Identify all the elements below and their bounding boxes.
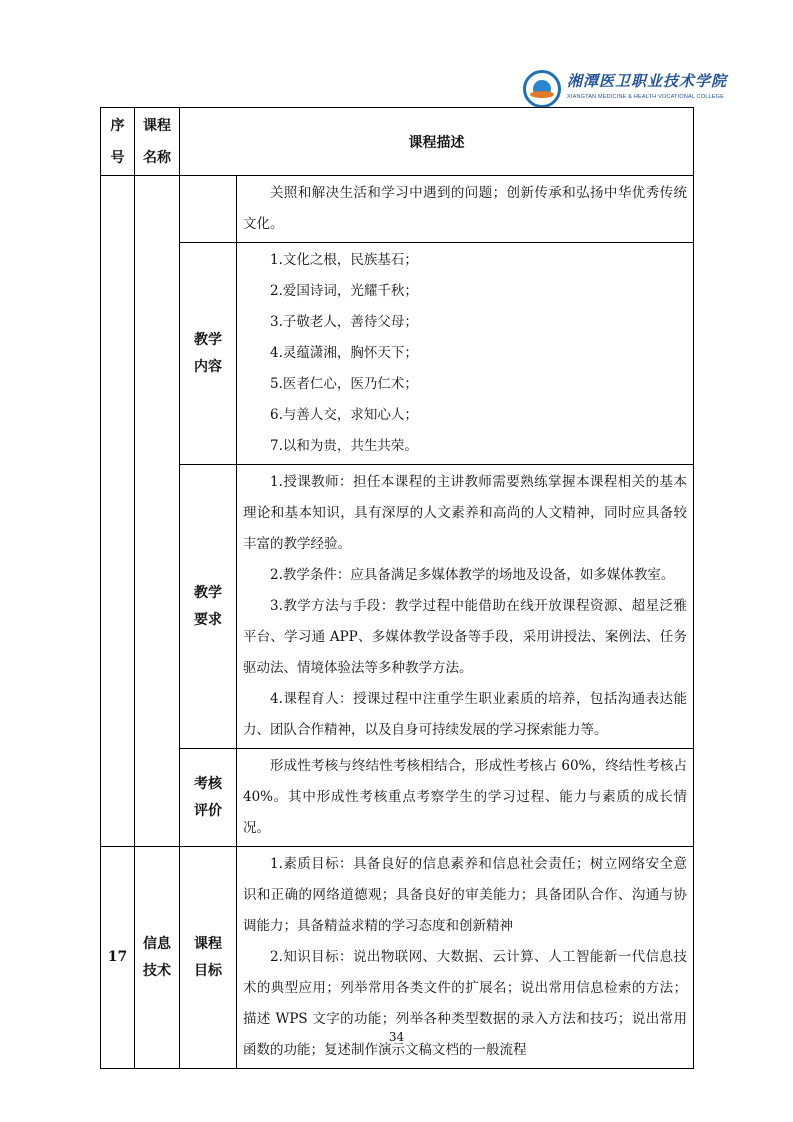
list-item: 7.以和为贵，共生共荣。 <box>270 438 418 454</box>
list-item: 2.知识目标：说出物联网、大数据、云计算、人工智能新一代信息技术的典型应用；列举常用各类文件的扩展名；说出常用信息检索的方法；描述 WPS 文字的功能；列举各种类型数据的录入方法和技巧；说出常用函数的功能；复述制作演示文稿文档的一般流程 <box>243 949 687 1058</box>
logo-english-name: XIANGTAN MEDICINE & HEALTH VOCATIONAL COLLEGE <box>567 94 725 100</box>
list-item: 2.爱国诗词，光耀千秋； <box>270 283 418 299</box>
list-item: 1.素质目标：具备良好的信息素养和信息社会责任；树立网络安全意识和正确的网络道德观；具备良好的审美能力；具备团队合作、沟通与协调能力；具备精益求精的学习态度和创新精神 <box>243 856 687 934</box>
desc-paragraph: 形成性考核与终结性考核相结合，形成性考核占 60%，终结性考核占 40%。其中形成性考核重点考察学生的学习过程、能力与素质的成长情况。 <box>243 758 687 836</box>
list-item: 5.医者仁心，医乃仁术； <box>270 376 418 392</box>
assessment-desc <box>237 749 694 847</box>
label-teaching-content: 教学内容 <box>180 243 237 465</box>
header-course-name: 课程名称 <box>135 108 180 176</box>
row-seq-number: 17 <box>101 847 135 1069</box>
logo-chinese-name: 湘潭医卫职业技术学院 <box>567 72 728 90</box>
list-item: 4.课程育人：授课过程中注重学生职业素质的培养，包括沟通表达能力、团队合作精神，以及自身可持续发展的学习探索能力等。 <box>243 691 687 738</box>
table-row <box>101 749 694 847</box>
teaching-content-list <box>237 243 694 465</box>
list-item: 3.教学方法与手段：教学过程中能借助在线开放课程资源、超星泛雅平台、学习通 APP、多媒体教学设备等手段，采用讲授法、案例法、任务驱动法、情境体验法等多种教学方法。 <box>243 598 687 676</box>
label-teaching-requirements: 教学要求 <box>180 465 237 749</box>
table-row <box>101 465 694 749</box>
list-item: 4.灵蕴潇湘，胸怀天下； <box>270 345 418 361</box>
college-emblem-icon <box>523 70 561 108</box>
list-item: 6.与善人交，求知心人； <box>270 407 418 423</box>
teaching-requirements-list <box>237 465 694 749</box>
desc-paragraph: 关照和解决生活和学习中遇到的问题；创新传承和弘扬中华优秀传统文化。 <box>243 185 687 232</box>
label-course-goals: 课程目标 <box>180 847 237 1069</box>
name-cell-empty <box>135 176 180 847</box>
table-row <box>101 176 694 243</box>
seq-cell-empty <box>101 176 135 847</box>
label-cell-empty <box>180 176 237 243</box>
page-number: 34 <box>388 1030 405 1044</box>
list-item: 3.子敬老人，善待父母； <box>270 314 418 330</box>
continuation-desc <box>237 176 694 243</box>
label-assessment: 考核评价 <box>180 749 237 847</box>
header-seq: 序号 <box>101 108 135 176</box>
list-item: 1.授课教师：担任本课程的主讲教师需要熟练掌握本课程相关的基本理论和基本知识，具有深厚的人文素养和高尚的人文精神，同时应具备较丰富的教学经验。 <box>243 474 687 552</box>
row-course-name: 信息技术 <box>135 847 180 1069</box>
list-item: 2.教学条件：应具备满足多媒体教学的场地及设备，如多媒体教室。 <box>270 567 675 583</box>
course-table <box>100 107 694 1069</box>
header-course-desc: 课程描述 <box>180 108 694 176</box>
table-row <box>101 243 694 465</box>
table-header-row <box>101 108 694 176</box>
list-item: 1.文化之根，民族基石； <box>270 252 418 268</box>
college-logo <box>523 68 728 112</box>
